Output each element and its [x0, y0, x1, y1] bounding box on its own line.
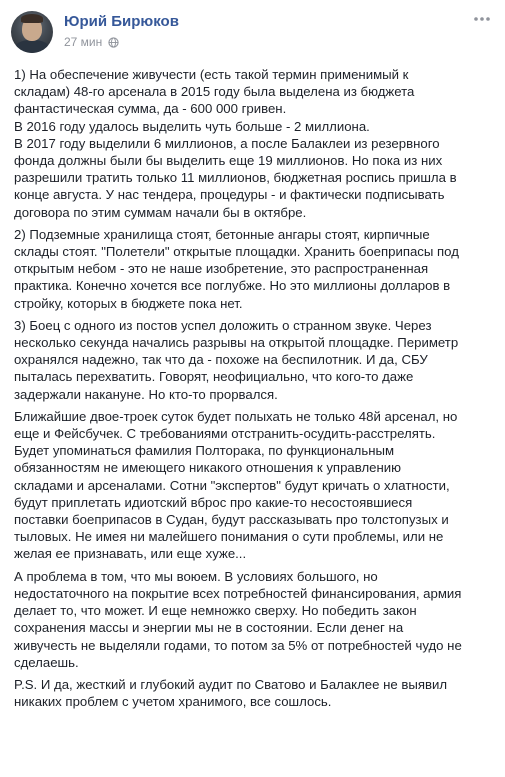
post-text-line: несколько секунда начались разрывы на открытой площадке. Периметр [14, 335, 459, 351]
post-text-line: 3) Боец с одного из постов успел доложить о странном звуке. Через [14, 317, 432, 333]
post-meta [64, 35, 119, 49]
post-text-line: склады стоят. "Полетели" открытые площадки. Хранить боеприпасы под [14, 244, 459, 260]
post-text-line: 2) Подземные хранилища стоят, бетонные ангары стоят, кирпичные [14, 226, 430, 242]
post-text-line: В 2017 году выделили 6 миллионов, а после Балаклеи из резервного [14, 135, 440, 151]
post-text-line: пыталась перехватить. Говорят, неофициально, что кого-то даже [14, 369, 414, 385]
post-text-line: А проблема в том, что мы воюем. В условиях большого, но [14, 568, 378, 584]
post-paragraph [14, 676, 499, 710]
post-text-line: стройку, которых в бюджете пока нет. [14, 295, 243, 311]
post-text-line: фонда должны были бы выделить еще 19 миллионов. Но пока из них [14, 153, 443, 169]
post-text-line: Ближайшие двое-троек суток будет полыхать не только 48й арсенал, но [14, 408, 458, 424]
post-text-line: 1) На обеспечение живучести (есть такой термин применимый к [14, 67, 409, 82]
author-name[interactable]: Юрий Бирюков [64, 13, 179, 30]
post-text-line: еще и Фейсбучек. С требованиями отстранить-осудить-расстрелять. [14, 426, 436, 442]
post-text-line: делает то, что может. И еще немножко сверху. Но победить закон [14, 603, 417, 619]
post-timestamp[interactable]: 27 мин [64, 35, 103, 49]
post-text-line: недостаточного на покрытие всех потребностей финансирования, армия [14, 585, 462, 601]
post-text-line: практика. Конечно хочется все поглубже. Но это миллионы долларов в [14, 278, 451, 294]
post-text-line: тыловых. Не имея ни малейшего понимания о сути проблемы, или не [14, 529, 444, 545]
post-text-line: конце августа. У нас тендера, процедуры - и фактически подписывать [14, 187, 445, 203]
post-text-line: складами и арсеналами. Сотни "экспертов" будут кричать о хлатности, [14, 477, 450, 493]
post-text-line: живучесть не выделяли годами, то потом за 5% от потребностей чудо не [14, 637, 462, 653]
post-text-line: сделаешь. [14, 654, 79, 670]
post-text-line: обязанностям не имеющего никакого отношения к управлению [14, 460, 402, 476]
post-body [14, 66, 499, 715]
post-text-line: задержали накануне. Но кто-то прорвался. [14, 386, 278, 402]
post-text-line: поставки боеприпасов в Судан, будут рассказывать про толстопузых и [14, 512, 449, 528]
globe-icon[interactable] [108, 37, 119, 48]
post-text-line: охранялся надежно, так что да - похоже на беспилотник. И да, СБУ [14, 352, 428, 368]
post-text-line: никаких проблем с учетом хранимого, все сошлось. [14, 694, 332, 710]
post-text-line: договора по этим суммам начали бы в октябре. [14, 204, 307, 220]
post-paragraph [14, 226, 499, 312]
post-paragraph [14, 408, 499, 563]
post-text-line: разрешили тратить только 11 миллионов, бюджетная роспись пришла в [14, 170, 457, 186]
post-text-line: В 2016 году удалось выделить чуть больше - 2 миллиона. [14, 118, 370, 134]
post-text-line: сохранения массы и энергии мы не в состоянии. Если денег на [14, 620, 404, 636]
post-paragraph [14, 66, 499, 221]
post-text-line: открытым небом - это не наше изобретение, это распространенная [14, 261, 429, 277]
author-avatar[interactable] [11, 11, 53, 53]
post-text-line: желая ее признавать, или еще хуже... [14, 546, 247, 562]
post-paragraph [14, 317, 499, 403]
post-text-line: Будет упоминаться фамилия Полторака, по функциональным [14, 443, 395, 459]
post-paragraph [14, 568, 499, 671]
more-options-icon[interactable] [472, 11, 492, 27]
post-text-line: складам) 48-го арсенала в 2015 году была выделена из бюджета [14, 84, 415, 100]
post-text-line: фантастическая сумма, да - 600 000 гривен. [14, 101, 287, 117]
post-text-line: будут приплетать идиотский вброс про какие-то несостоявшиеся [14, 494, 413, 510]
avatar-hair [21, 14, 43, 23]
post-header [11, 11, 496, 57]
avatar-shirt [14, 40, 50, 53]
post-text-line: P.S. И да, жесткий и глубокий аудит по Сватово и Балаклее не выявил [14, 676, 448, 692]
